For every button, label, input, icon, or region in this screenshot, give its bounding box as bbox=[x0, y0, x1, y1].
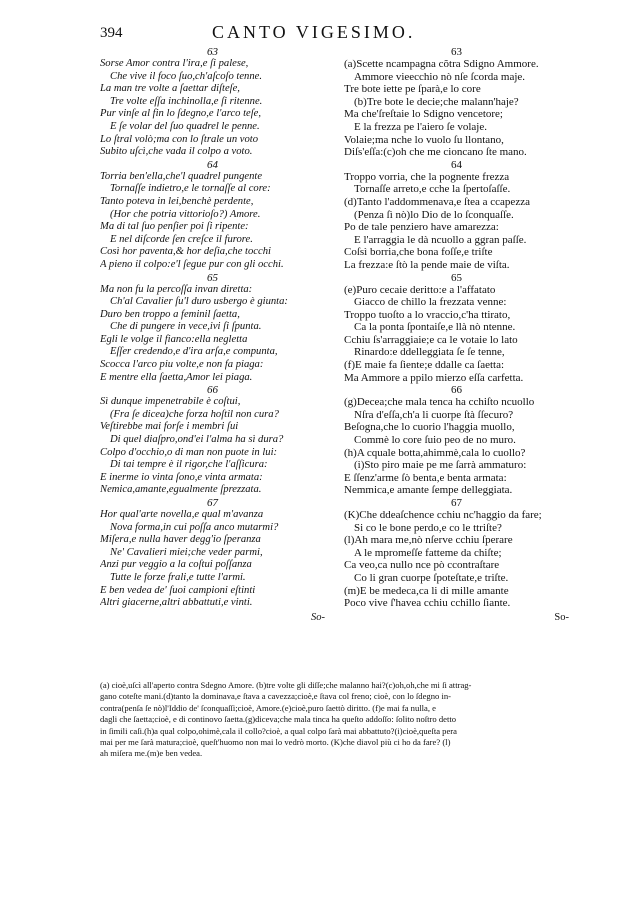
verse-line: Di quel diaſpro,ond'ei l'alma ha sì dura? bbox=[110, 434, 284, 446]
verse-line: E la frezza pe l'aiero ſe volaje. bbox=[354, 120, 487, 133]
verse-line: (h)A cquale botta,ahimmè,cala lo cuollo? bbox=[344, 446, 526, 459]
verse-line: Lo ſtral volò;ma con lo ſtrale un voto bbox=[100, 133, 259, 145]
verse-line: Hor qual'arte novella,e qual m'avanza bbox=[100, 509, 264, 520]
stanza bbox=[344, 272, 569, 385]
verse-line: (l)Ah mara me,nò nſerve cchiu ſperare bbox=[344, 534, 513, 547]
verse-line: Ma che'ſreſtaie lo Sdigno vencetore; bbox=[344, 108, 503, 121]
footnote-line: contra(penſa ſe nò)l'Iddio de' ſconquaſſi;cioè, Amore.(e)cioè,puro ſaettò diritto. (f)e mai fa nulla, e bbox=[100, 702, 436, 713]
verse-line: E l'arraggia le dà ncuollo a ggran paſſe. bbox=[354, 233, 527, 246]
verse-line: Cchiu ſs'arraggiaie;e ca le votaie lo lato bbox=[344, 333, 518, 346]
verse-line: Poco vive ſ'havea cchiu cchillo ſiante. bbox=[344, 597, 511, 610]
page-title: CANTO VIGESIMO. bbox=[212, 22, 416, 42]
stanza-number: 64 bbox=[451, 158, 462, 171]
verse-line: E nel diſcorde ſen creſce il furore. bbox=[110, 233, 253, 245]
stanza-number: 65 bbox=[451, 271, 462, 284]
verse-line: Nemmica,e amante ſempe delleggiata. bbox=[344, 484, 513, 497]
verse-line: Veſtirebbe mai forſe i membri ſui bbox=[100, 421, 239, 433]
verse-line: Che di pungere in vece,ivi ſi ſpunta. bbox=[110, 321, 262, 333]
verse-line: Eſſer credendo,e d'ira arſa,e compunta, bbox=[110, 346, 278, 358]
verse-line: (a)Scette ncampagna cõtra Sdigno Ammore. bbox=[344, 58, 539, 70]
stanza-number: 66 bbox=[207, 384, 218, 397]
verse-line: Tre bote iette pe ſparà,e lo core bbox=[344, 83, 481, 96]
verse-line: E mentre ella ſaetta,Amor lei piaga. bbox=[100, 371, 253, 383]
stanza-number: 67 bbox=[207, 497, 218, 509]
verse-line: A le mpromeſſe fatteme da chiſte; bbox=[354, 546, 502, 559]
footnote-line: (a) cioè,uſcì all'aperto contra Sdegno Amore. (b)tre volte gli diſſe;che malanno hai?(c)oh,oh,che mi ſi attrag- bbox=[100, 680, 472, 690]
verse-line: (b)Tre bote le decie;che malann'haje? bbox=[354, 95, 519, 108]
stanza bbox=[100, 46, 325, 159]
verse-line: Nemica,amante,egualmente ſprezzata. bbox=[100, 484, 262, 496]
stanza-number: 63 bbox=[207, 46, 218, 58]
footnotes bbox=[100, 680, 610, 760]
stanza bbox=[344, 384, 569, 497]
verse-line: (Fra ſe dicea)che forza hoſtil non cura? bbox=[110, 408, 279, 420]
verse-line: Tornaſſe arreto,e cche la ſpertoſaſſe. bbox=[354, 183, 511, 196]
verse-line: Duro ben troppo a feminil ſaetta, bbox=[100, 308, 240, 320]
verse-line: Egli le volge il fianco:ella negletta bbox=[100, 333, 248, 345]
verse-line: Ma Ammore a ppilo mierzo eſſa carfetta. bbox=[344, 371, 524, 384]
verse-line: La man tre volte a ſaettar diſteſe, bbox=[100, 83, 240, 95]
verse-line: Torria ben'ella,che'l quadrel pungente bbox=[100, 170, 263, 182]
verse-line: (i)Sto piro maie pe me ſarrà ammaturo: bbox=[354, 459, 527, 472]
verse-line: (K)Che ddeaſchence cchiu nc'haggio da fare; bbox=[344, 509, 542, 521]
verse-line: Sorse Amor contra l'ira,e ſi palese, bbox=[100, 58, 249, 69]
verse-line: (m)E be medeca,ca li di mille amante bbox=[344, 584, 509, 597]
catchword: So- bbox=[554, 611, 569, 623]
verse-line: Ne' Cavalieri miei;che veder parmi, bbox=[110, 546, 263, 558]
verse-line: Rinardo:e ddelleggiata ſe ſe tenne, bbox=[354, 346, 505, 359]
verse-line: Ca veo,ca nullo nce pò ccontraſtare bbox=[344, 559, 500, 572]
stanza-number: 63 bbox=[451, 46, 462, 58]
right-column-neapolitan bbox=[344, 46, 569, 624]
stanza bbox=[344, 497, 569, 610]
verse-line: Ch'al Cavalier ſu'l duro usbergo è giunta: bbox=[110, 296, 288, 308]
verse-line: Beſogna,che lo cuorio l'haggia muollo, bbox=[344, 421, 515, 434]
verse-line: Ma di tal ſuo penſier poi ſi ripente: bbox=[100, 221, 249, 233]
verse-line: Altri giacerne,altri abbattuti,e vinti. bbox=[100, 597, 253, 609]
left-column-italian bbox=[100, 46, 325, 624]
verse-line: Che vive il foco ſuo,ch'aſcoſo tenne. bbox=[110, 70, 263, 82]
stanza-number: 65 bbox=[207, 271, 218, 284]
verse-line: Troppo tuoſto a lo vraccio,c'ha ttirato, bbox=[344, 308, 511, 321]
stanza bbox=[100, 497, 325, 610]
verse-line: Sì dunque impenetrabile è coſtui, bbox=[100, 396, 241, 408]
verse-line: Volaie;ma nche lo vuolo ſu llontano, bbox=[344, 133, 504, 146]
verse-line: Tre volte eſſa inchinolla,e ſi ritenne. bbox=[110, 95, 263, 107]
verse-line: Si co le bone perdo,e co le ttriſte? bbox=[354, 521, 502, 534]
verse-line: La frezza:e ſtò la pende maie de viſta. bbox=[344, 258, 510, 271]
verse-line: (g)Decea;che mala tenca ha cchiſto ncuollo bbox=[344, 396, 535, 409]
verse-line: Ammore vieecchio nò nſe ſcorda maje. bbox=[354, 70, 526, 83]
verse-line: Ca la ponta ſpontaiſe,e llà nò ntenne. bbox=[354, 321, 516, 334]
verse-line: Po de tale penziero have amarezza: bbox=[344, 221, 499, 234]
verse-line: Tornaſſe indietro,e le tornaſſe al core: bbox=[110, 183, 271, 195]
verse-line: Giacco de chillo la frezzata venne: bbox=[354, 296, 507, 309]
verse-line: Co li gran cuorpe ſpoteſtate,e triſte. bbox=[354, 571, 509, 584]
verse-line: E ben vedea de' ſuoi campioni eſtinti bbox=[100, 584, 256, 596]
verse-line: Pur vinſe al fin lo ſdegno,e l'arco teſe, bbox=[100, 108, 262, 120]
verse-line: Colpo d'occhio,o di man non puote in lui: bbox=[100, 446, 278, 458]
page-header bbox=[0, 22, 617, 46]
verse-line: Nova forma,in cui poſſa anco mutarmi? bbox=[110, 521, 279, 533]
verse-line: (e)Puro cecaie deritto:e a l'affatato bbox=[344, 283, 496, 296]
verse-line: Ma non fu la percoſſa invan diretta: bbox=[100, 283, 253, 295]
verse-line: Così hor paventa,& hor deſia,che tocchi bbox=[100, 246, 271, 258]
verse-line: Coſsì borria,che bona foſſe,e triſte bbox=[344, 246, 493, 259]
verse-line: Troppo vorria, che la pognente frezza bbox=[344, 170, 510, 183]
verse-line: E inerme io vinta ſono,e vinta armata: bbox=[100, 471, 263, 483]
verse-line: E ſſenz'arme ſò benta,e benta armata: bbox=[344, 471, 507, 484]
stanza-number: 67 bbox=[451, 497, 462, 509]
verse-line: Di tai tempre è il rigor,che l'aſſicura: bbox=[110, 459, 268, 471]
verse-line: Commè lo core ſuio peo de no muro. bbox=[354, 434, 516, 447]
verse-line: (Hor che potria vittorioſo?) Amore. bbox=[110, 208, 261, 220]
verse-line: E ſe volar del ſuo quadrel le penne. bbox=[110, 120, 260, 132]
verse-line: Miſera,e nulla haver degg'io ſperanza bbox=[100, 534, 261, 546]
verse-line: Anzi pur veggio a la coſtui poſſanza bbox=[100, 559, 252, 571]
footnote-line: ah miſera me.(m)e ben vedea. bbox=[100, 748, 203, 759]
verse-line: Tanto poteva in lei,benchè perdente, bbox=[100, 195, 254, 207]
stanza bbox=[100, 384, 325, 497]
stanza bbox=[344, 159, 569, 272]
verse-line: Diſs'eſſa:(c)oh che me cioncano ſte mano. bbox=[344, 146, 527, 159]
stanza bbox=[344, 46, 569, 159]
verse-line: Subito uſcì,che vada il colpo a voto. bbox=[100, 146, 253, 158]
verse-line: Nſra d'eſſa,ch'a li cuorpe ſtà ſſecuro? bbox=[354, 408, 514, 421]
stanza bbox=[100, 272, 325, 385]
verse-line: Scocca l'arco piu volte,e non fa piaga: bbox=[100, 359, 264, 371]
footnote-line: in ſimili caſi.(h)a qual colpo,ohimè,cala il collo?cioè, a qual colpo ſarà mai abbattuto?(i)cioè,queſta pera bbox=[100, 725, 457, 736]
stanza-number: 66 bbox=[451, 384, 462, 397]
footnote-line: mai per me ſarà matura;cioè, queſt'huomo non mai lo vedrò morto. (K)che diavol più ci ho da fare? (l) bbox=[100, 737, 451, 748]
footnote-line: dagli che ſaetta;cioè, e di continovo ſaetta.(g)diceva;che mala tinca ha queſto addoſſo: ſolito noſtro detto bbox=[100, 714, 457, 725]
stanza-number: 64 bbox=[207, 158, 218, 171]
page-number: 394 bbox=[100, 25, 123, 41]
verse-line: A pieno il colpo:e'l ſegue pur con gli occhi. bbox=[100, 258, 284, 270]
verse-line: (Penza ſì nò)lo Dio de lo ſconquaſſe. bbox=[354, 208, 514, 221]
footnote-line: gano coteſte mani.(d)tanto la dominava,e ſtava a cavezza;cioè,e ſtava col freno; cioè, con lo ſdegno in- bbox=[100, 691, 451, 702]
verse-line: Tutte le forze frali,e tutte l'armi. bbox=[110, 571, 246, 583]
stanza bbox=[100, 159, 325, 272]
verse-line: (d)Tanto l'addommenava,e ſtea a ccapezza bbox=[344, 195, 530, 208]
verse-line: (f)E maie fa ſiente;e ddalle ca ſaetta: bbox=[344, 359, 505, 372]
catchword: So- bbox=[311, 611, 325, 623]
